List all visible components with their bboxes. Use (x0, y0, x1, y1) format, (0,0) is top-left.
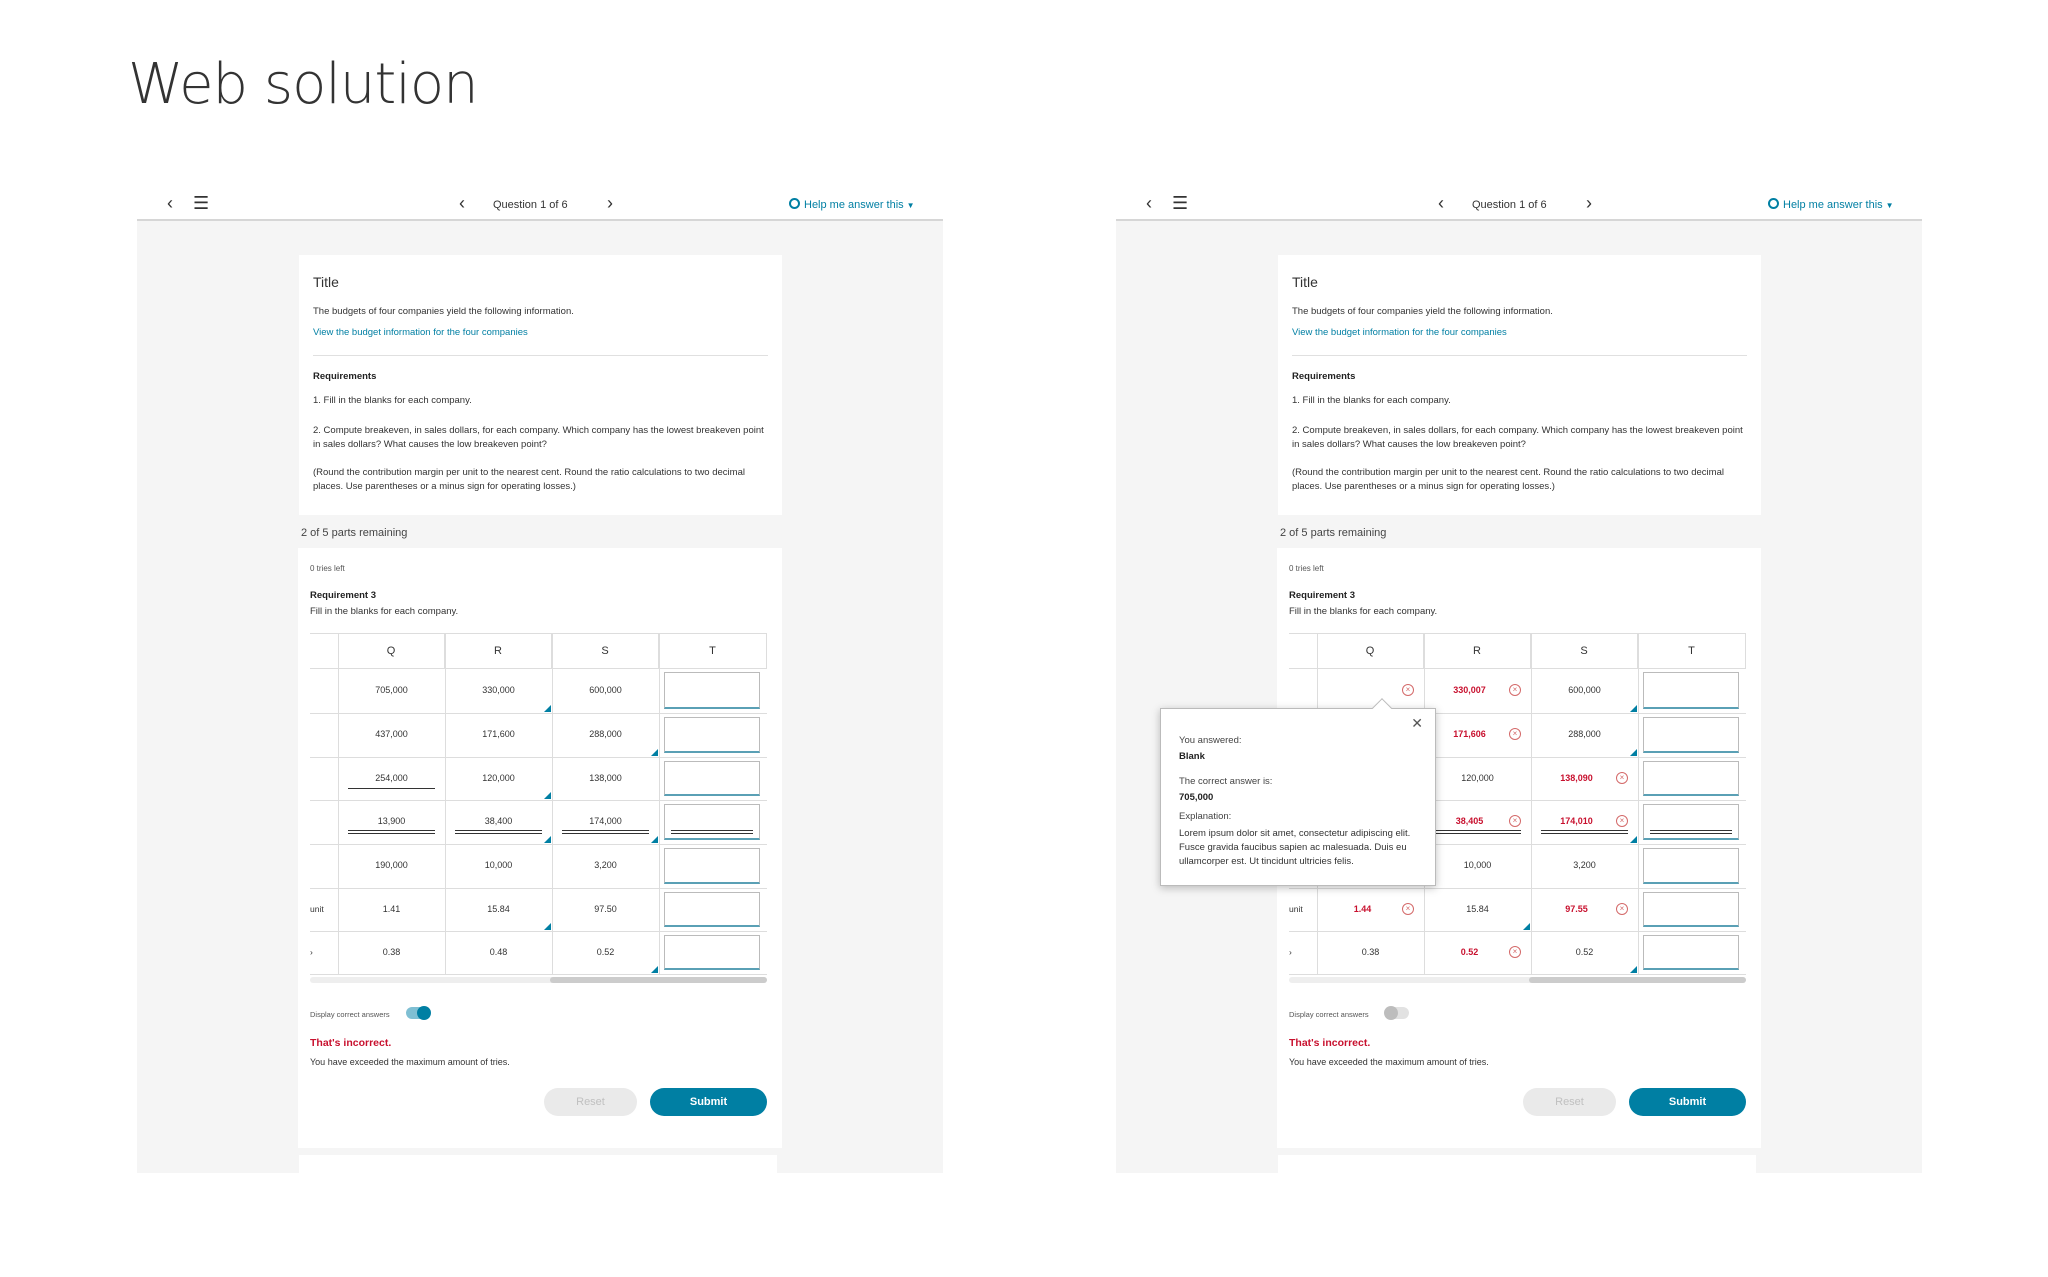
correct-answer-label: The correct answer is: (1179, 776, 1273, 787)
requirement-1: 1. Fill in the blanks for each company. (1292, 395, 1451, 406)
scrollbar-thumb[interactable] (1529, 977, 1746, 983)
scrollbar-thumb[interactable] (550, 977, 767, 983)
display-correct-toggle[interactable] (1385, 1007, 1409, 1019)
grid-row-line (1289, 974, 1746, 975)
edited-cell-marker (651, 966, 658, 973)
requirement-heading: Requirement 3 (1289, 590, 1355, 601)
display-correct-label: Display correct answers (1289, 1010, 1369, 1019)
incorrect-message: That's incorrect. (310, 1037, 392, 1049)
table-cell[interactable]: 10,000 (484, 860, 513, 870)
toggle-knob (417, 1006, 431, 1020)
error-circle-icon: × (1402, 903, 1414, 915)
table-cell[interactable]: 120,000 (1461, 772, 1494, 783)
total-double-underline (1541, 830, 1628, 834)
row-label: unit (310, 903, 324, 914)
answer-input-t[interactable] (1643, 761, 1739, 796)
grid-row-line (310, 974, 767, 975)
edited-cell-marker (1630, 705, 1637, 712)
table-cell[interactable]: 174,000 (589, 816, 622, 826)
correct-answer-value: 705,000 (1179, 792, 1214, 803)
column-header-t: T (659, 634, 767, 668)
grid-row-line (310, 800, 767, 801)
error-circle-icon: × (1509, 946, 1521, 958)
question-title: Title (313, 274, 339, 290)
screen-correct-answers-view (137, 187, 943, 1173)
row-label: › (1289, 946, 1292, 957)
display-correct-label: Display correct answers (310, 1010, 390, 1019)
table-cell[interactable]: 0.48 (489, 946, 508, 957)
reset-button[interactable]: Reset (1523, 1088, 1616, 1116)
table-cell[interactable]: 600,000 (1568, 684, 1601, 695)
table-cell[interactable]: 13,900 (377, 816, 406, 826)
table-cell[interactable]: 15.84 (487, 903, 510, 914)
you-answered-label: You answered: (1179, 735, 1242, 746)
table-cell[interactable]: 174,010 (1560, 816, 1593, 826)
grid-column-line (1638, 634, 1639, 974)
table-cell[interactable]: 600,000 (589, 684, 622, 695)
top-bar (137, 187, 943, 221)
table-cell[interactable]: 38,405 (1455, 816, 1484, 826)
answer-input-t[interactable] (664, 848, 760, 884)
table-cell[interactable]: 3,200 (594, 860, 617, 870)
grid-row-line (310, 757, 767, 758)
table-cell[interactable]: 138,090 (1560, 772, 1593, 783)
grid-row-line (310, 668, 767, 669)
parts-remaining: 2 of 5 parts remaining (301, 527, 408, 539)
grid-row-line (1289, 668, 1746, 669)
table-cell[interactable]: 3,200 (1573, 860, 1596, 870)
answer-input-t[interactable] (1643, 717, 1739, 753)
table-cell[interactable]: 138,000 (589, 772, 622, 783)
screen-incorrect-answers-view (1116, 187, 1922, 1173)
next-question-icon[interactable]: › (607, 193, 613, 213)
table-cell[interactable]: 705,000 (375, 684, 408, 695)
tries-left: 0 tries left (310, 564, 345, 573)
edited-cell-marker (1630, 749, 1637, 756)
answer-input-t[interactable] (664, 804, 760, 840)
row-label: unit (1289, 903, 1303, 914)
table-cell[interactable]: 0.38 (1361, 946, 1380, 957)
previous-question-icon[interactable]: ‹ (459, 193, 465, 213)
requirement-instruction: Fill in the blanks for each company. (1289, 606, 1438, 617)
table-cell[interactable]: 1.44 (1353, 903, 1372, 914)
table-cell[interactable]: 97.50 (594, 903, 617, 914)
divider (1292, 355, 1747, 356)
error-circle-icon: × (1616, 903, 1628, 915)
submit-button[interactable]: Submit (650, 1088, 767, 1116)
answer-grid (310, 633, 767, 973)
explanation-label: Explanation: (1179, 811, 1232, 822)
grid-row-line (310, 888, 767, 889)
total-double-underline (348, 830, 435, 834)
error-circle-icon: × (1616, 815, 1628, 827)
divider (313, 355, 768, 356)
column-header-s: S (552, 634, 659, 668)
total-double-underline (455, 830, 542, 834)
help-label: Help me answer this (804, 199, 904, 211)
next-card-peek (1278, 1155, 1756, 1173)
answer-input-t[interactable] (1643, 935, 1739, 970)
error-circle-icon: × (1402, 684, 1414, 696)
table-cell[interactable]: 288,000 (589, 729, 622, 739)
table-cell[interactable]: 15.84 (1466, 903, 1489, 914)
column-header-r: R (445, 634, 552, 668)
grid-row-line (1289, 888, 1746, 889)
error-circle-icon: × (1509, 815, 1521, 827)
exceeded-message: You have exceeded the maximum amount of tries. (1289, 1057, 1489, 1067)
error-circle-icon: × (1616, 772, 1628, 784)
grid-row-line (310, 931, 767, 932)
budget-info-link[interactable]: View the budget information for the four companies (1292, 327, 1507, 338)
tries-left: 0 tries left (1289, 564, 1324, 573)
rounding-note: (Round the contribution margin per unit to the nearest cent. Round the ratio calculations to two decimal places. Use parentheses or a minus sign for operating losses.) (1292, 467, 1724, 492)
chevron-down-icon: ▼ (1885, 201, 1894, 210)
display-correct-toggle[interactable] (406, 1007, 430, 1019)
budget-info-link[interactable]: View the budget information for the four companies (313, 327, 528, 338)
horizontal-scrollbar[interactable] (1289, 977, 1746, 983)
table-cell[interactable]: 171,600 (482, 729, 515, 739)
total-double-underline (671, 830, 753, 834)
table-cell[interactable]: 97.55 (1565, 903, 1588, 914)
hamburger-menu-icon[interactable]: ☰ (193, 193, 210, 213)
column-header-q: Q (338, 634, 445, 668)
horizontal-scrollbar[interactable] (310, 977, 767, 983)
table-cell[interactable]: 437,000 (375, 729, 408, 739)
answer-input-t[interactable] (664, 761, 760, 796)
table-cell[interactable]: 10,000 (1463, 860, 1492, 870)
incorrect-message: That's incorrect. (1289, 1037, 1371, 1049)
column-header-r: R (1424, 634, 1531, 668)
edited-cell-marker (544, 705, 551, 712)
table-cell[interactable]: 0.52 (596, 946, 615, 957)
table-cell[interactable]: 190,000 (375, 860, 408, 870)
requirements-heading: Requirements (1292, 371, 1356, 382)
back-chevron-icon[interactable]: ‹ (1146, 193, 1152, 213)
answer-input-t[interactable] (664, 892, 760, 927)
requirement-1: 1. Fill in the blanks for each company. (313, 395, 472, 406)
explanation-text: Lorem ipsum dolor sit amet, consectetur adipiscing elit. Fusce gravida faucibus sapien ac malesuada. Duis eu ullamcorper est. Ut tincidunt ultricies felis. (1179, 828, 1411, 867)
question-title: Title (1292, 274, 1318, 290)
help-me-answer-button[interactable] (1768, 198, 1894, 211)
error-circle-icon: × (1509, 684, 1521, 696)
edited-cell-marker (544, 923, 551, 930)
question-card (1278, 255, 1761, 515)
requirement-heading: Requirement 3 (310, 590, 376, 601)
grid-column-line (659, 634, 660, 974)
requirements-heading: Requirements (313, 371, 377, 382)
rounding-note: (Round the contribution margin per unit to the nearest cent. Round the ratio calculations to two decimal places. Use parentheses or a minus sign for operating losses.) (313, 467, 745, 492)
table-cell[interactable]: 0.52 (1460, 946, 1479, 957)
edited-cell-marker (651, 836, 658, 843)
grid-row-line (1289, 931, 1746, 932)
answer-input-t[interactable] (664, 935, 760, 970)
toggle-knob (1384, 1006, 1398, 1020)
help-icon (789, 198, 800, 209)
close-icon[interactable]: ✕ (1411, 715, 1423, 731)
table-cell[interactable]: 288,000 (1568, 729, 1601, 739)
grid-row-line (310, 713, 767, 714)
table-cell[interactable]: 330,000 (482, 684, 515, 695)
table-cell[interactable]: 330,007 (1453, 684, 1486, 695)
table-cell[interactable]: 120,000 (482, 772, 515, 783)
question-card (299, 255, 782, 515)
hamburger-menu-icon[interactable]: ☰ (1172, 193, 1189, 213)
question-counter: Question 1 of 6 (1472, 199, 1547, 211)
edited-cell-marker (651, 749, 658, 756)
edited-cell-marker (1523, 923, 1530, 930)
question-intro: The budgets of four companies yield the following information. (313, 306, 574, 317)
table-cell[interactable]: 171,606 (1453, 729, 1486, 739)
answer-input-t[interactable] (664, 717, 760, 753)
table-cell[interactable]: 254,000 (375, 772, 408, 783)
back-chevron-icon[interactable]: ‹ (167, 193, 173, 213)
parts-remaining: 2 of 5 parts remaining (1280, 527, 1387, 539)
next-card-peek (299, 1155, 777, 1173)
row-label: › (310, 946, 313, 957)
answer-feedback-popover (1160, 708, 1436, 886)
help-me-answer-button[interactable] (789, 198, 915, 211)
total-double-underline (1650, 830, 1732, 834)
total-double-underline (1434, 830, 1521, 834)
answer-input-t[interactable] (1643, 848, 1739, 884)
top-bar (1116, 187, 1922, 221)
previous-question-icon[interactable]: ‹ (1438, 193, 1444, 213)
column-header-s: S (1531, 634, 1638, 668)
requirement-2: 2. Compute breakeven, in sales dollars, for each company. Which company has the lowest breakeven point in sales dollars? What causes the low breakeven point? (1292, 425, 1743, 450)
answer-input-t[interactable] (1643, 804, 1739, 840)
question-counter: Question 1 of 6 (493, 199, 568, 211)
answer-input-t[interactable] (1643, 672, 1739, 709)
table-cell[interactable]: 1.41 (382, 903, 401, 914)
answer-card (298, 548, 782, 1148)
you-answered-value: Blank (1179, 751, 1205, 762)
requirement-instruction: Fill in the blanks for each company. (310, 606, 459, 617)
table-cell[interactable]: 0.38 (382, 946, 401, 957)
table-cell[interactable]: 0.52 (1575, 946, 1594, 957)
answer-input-t[interactable] (664, 672, 760, 709)
edited-cell-marker (544, 792, 551, 799)
grid-row-line (310, 844, 767, 845)
subtotal-underline (348, 788, 435, 789)
submit-button[interactable]: Submit (1629, 1088, 1746, 1116)
chevron-down-icon: ▼ (906, 201, 915, 210)
reset-button[interactable]: Reset (544, 1088, 637, 1116)
next-question-icon[interactable]: › (1586, 193, 1592, 213)
question-intro: The budgets of four companies yield the following information. (1292, 306, 1553, 317)
table-cell[interactable]: 38,400 (484, 816, 513, 826)
column-header-q: Q (1317, 634, 1424, 668)
edited-cell-marker (1630, 836, 1637, 843)
column-header-t: T (1638, 634, 1746, 668)
edited-cell-marker (544, 836, 551, 843)
exceeded-message: You have exceeded the maximum amount of tries. (310, 1057, 510, 1067)
edited-cell-marker (1630, 966, 1637, 973)
total-double-underline (562, 830, 649, 834)
page-title: Web solution (128, 52, 478, 117)
answer-input-t[interactable] (1643, 892, 1739, 927)
help-icon (1768, 198, 1779, 209)
requirement-2: 2. Compute breakeven, in sales dollars, for each company. Which company has the lowest breakeven point in sales dollars? What causes the low breakeven point? (313, 425, 764, 450)
error-circle-icon: × (1509, 728, 1521, 740)
help-label: Help me answer this (1783, 199, 1883, 211)
